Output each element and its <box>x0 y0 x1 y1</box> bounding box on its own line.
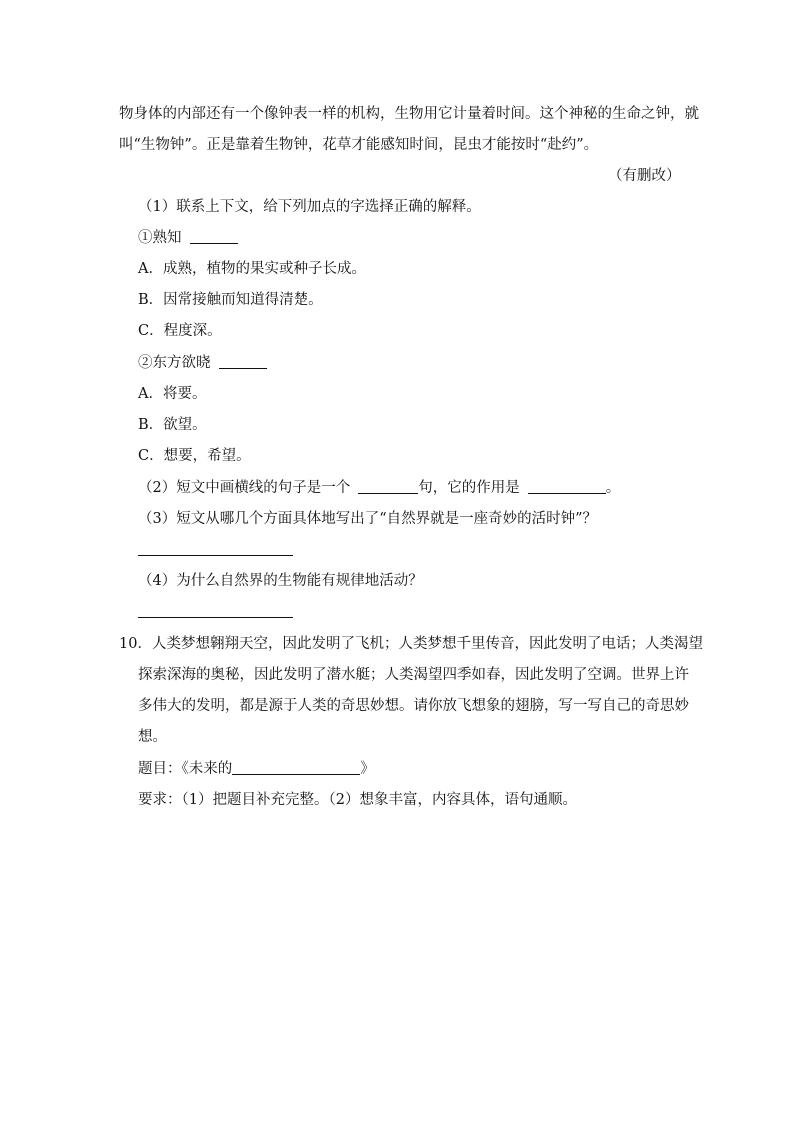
q4-stem: （4）为什么自然界的生物能有规律地活动？ <box>138 573 423 589</box>
q2-line <box>138 478 620 498</box>
passage-line-1: 物身体的内部还有一个像钟表一样的机构，生物用它计量着时间。这个神秘的生命之钟，就 <box>119 106 699 122</box>
q1-sub1-option-c: C．程度深。 <box>138 323 222 339</box>
q2-part1: （2）短文中画横线的句子是一个 <box>138 480 351 496</box>
q10-title-prefix: 题目：《未来的 <box>138 761 233 777</box>
q10-requirement: 要求：（1）把题目补充完整。（2）想象丰富，内容具体，语句通顺。 <box>138 792 577 808</box>
q1-sub2-option-c: C．想要，希望。 <box>138 448 251 464</box>
q10-line-4: 想。 <box>138 729 167 745</box>
q1-sub1-option-a: A．成熟，植物的果实或种子长成。 <box>138 261 366 277</box>
q1-stem: （1）联系上下文，给下列加点的字选择正确的解释。 <box>138 199 481 215</box>
q10-title-line <box>138 759 375 779</box>
q10-title-blank[interactable] <box>232 759 360 775</box>
q1-sub1-answer-blank[interactable] <box>190 228 238 244</box>
q2-part2: 句，它的作用是 <box>418 480 520 496</box>
q1-sub2-label: ②东方欲晓 <box>138 355 211 371</box>
q1-sub2 <box>138 353 267 373</box>
q4-answer-line[interactable] <box>138 617 293 618</box>
passage-line-2: 叫“生物钟”。正是靠着生物钟，花草才能感知时间，昆虫才能按时“赴约”。 <box>119 137 599 153</box>
q2-part3: 。 <box>605 480 621 496</box>
q3-answer-line[interactable] <box>138 555 293 556</box>
q1-sub2-option-a: A．将要。 <box>138 386 207 402</box>
q1-sub2-option-b: B．欲望。 <box>138 417 207 433</box>
q10-line-1: 10．人类梦想翱翔天空，因此发明了飞机；人类梦想千里传音，因此发明了电话；人类渴望 <box>119 636 703 652</box>
q10-line-2: 探索深海的奥秘，因此发明了潜水艇；人类渴望四季如春，因此发明了空调。世界上许 <box>138 667 689 683</box>
q2-blank-2[interactable] <box>528 478 606 494</box>
q1-sub1 <box>138 228 238 248</box>
q10-title-suffix: 》 <box>360 761 375 777</box>
q1-sub1-option-b: B．因常接触而知道得清楚。 <box>138 292 323 308</box>
q3-stem: （3）短文从哪几个方面具体地写出了“自然界就是一座奇妙的活时钟”？ <box>138 511 598 527</box>
q1-sub2-answer-blank[interactable] <box>219 353 267 369</box>
q1-sub1-label: ①熟知 <box>138 230 182 246</box>
q2-blank-1[interactable] <box>358 478 418 494</box>
source-note: （有删改） <box>608 168 681 184</box>
q10-line-3: 多伟大的发明，都是源于人类的奇思妙想。请你放飞想象的翅膀，写一写自己的奇思妙 <box>138 698 689 714</box>
